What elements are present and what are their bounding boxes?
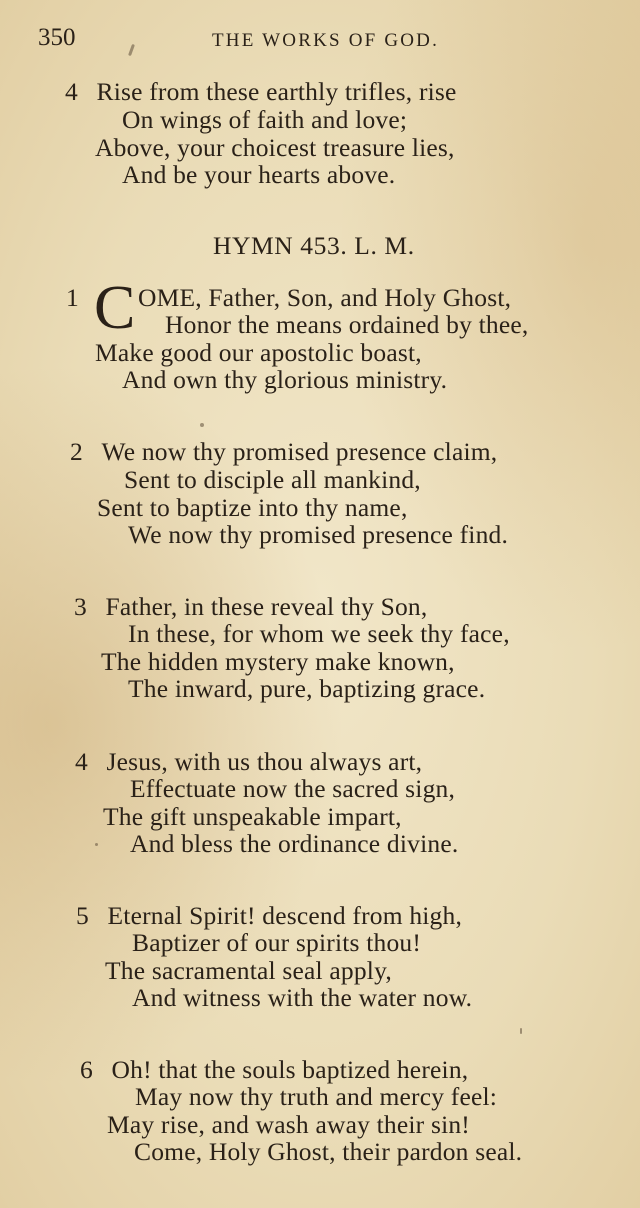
stanza-line: Honor the means ordained by thee, [165, 310, 529, 339]
verse-number: 2 [70, 437, 83, 466]
stanza-line: We now thy promised presence find. [128, 520, 509, 549]
stanza-line [74, 593, 427, 621]
stanza-line [80, 1056, 468, 1084]
stanza-line: Effectuate now the sacred sign, [130, 774, 456, 803]
stanza-line: Above, your choicest treasure lies, [95, 133, 455, 162]
paper-speck [520, 1028, 522, 1034]
stanza-line: And witness with the water now. [132, 983, 473, 1012]
stanza-line: May now thy truth and mercy feel: [135, 1082, 498, 1111]
paper-speck [200, 423, 204, 427]
verse-text: Father, in these reveal thy Son, [105, 592, 428, 621]
verse-text: Oh! that the souls baptized herein, [111, 1055, 469, 1084]
stanza-line: Baptizer of our spirits thou! [132, 928, 422, 957]
paper-speck [128, 44, 135, 56]
verse-number: 5 [76, 901, 89, 930]
verse-number: 6 [80, 1055, 93, 1084]
stanza-line: And bless the ordinance divine. [130, 829, 459, 858]
stanza-line: Sent to baptize into thy name, [97, 493, 408, 522]
stanza-line: The gift unspeakable impart, [103, 802, 402, 831]
stanza-line: In these, for whom we seek thy face, [128, 619, 510, 648]
paper-speck [95, 843, 98, 846]
stanza-line: The inward, pure, baptizing grace. [128, 674, 486, 703]
running-title: THE WORKS OF GOD. [212, 30, 440, 51]
stanza-line: The sacramental seal apply, [105, 956, 392, 985]
verse-text: Jesus, with us thou always art, [106, 747, 423, 776]
stanza-line: And own thy glorious ministry. [122, 365, 448, 394]
stanza-line [65, 78, 457, 106]
stanza-line [70, 438, 497, 466]
verse-number: 4 [65, 77, 78, 106]
verse-text: We now thy promised presence claim, [101, 437, 498, 466]
stanza-line: And be your hearts above. [122, 160, 396, 189]
hymn-title: HYMN 453. L. M. [213, 231, 415, 260]
stanza-line [75, 748, 422, 776]
stanza-line: The hidden mystery make known, [101, 647, 455, 676]
stanza-line: On wings of faith and love; [122, 105, 408, 134]
stanza-line: Come, Holy Ghost, their pardon seal. [134, 1137, 523, 1166]
stanza-line: OME, Father, Son, and Holy Ghost, [138, 283, 512, 312]
stanza-line: May rise, and wash away their sin! [107, 1110, 470, 1139]
verse-text: Rise from these earthly trifles, rise [96, 77, 457, 106]
page-number: 350 [38, 24, 76, 51]
verse-number: 4 [75, 747, 88, 776]
verse-number: 3 [74, 592, 87, 621]
stanza-line: Sent to disciple all mankind, [124, 465, 421, 494]
verse-text: Eternal Spirit! descend from high, [107, 901, 463, 930]
stanza-line: Make good our apostolic boast, [95, 338, 422, 367]
stanza-line [76, 902, 462, 930]
drop-cap: C [94, 274, 136, 342]
verse-number: 1 [66, 283, 79, 312]
